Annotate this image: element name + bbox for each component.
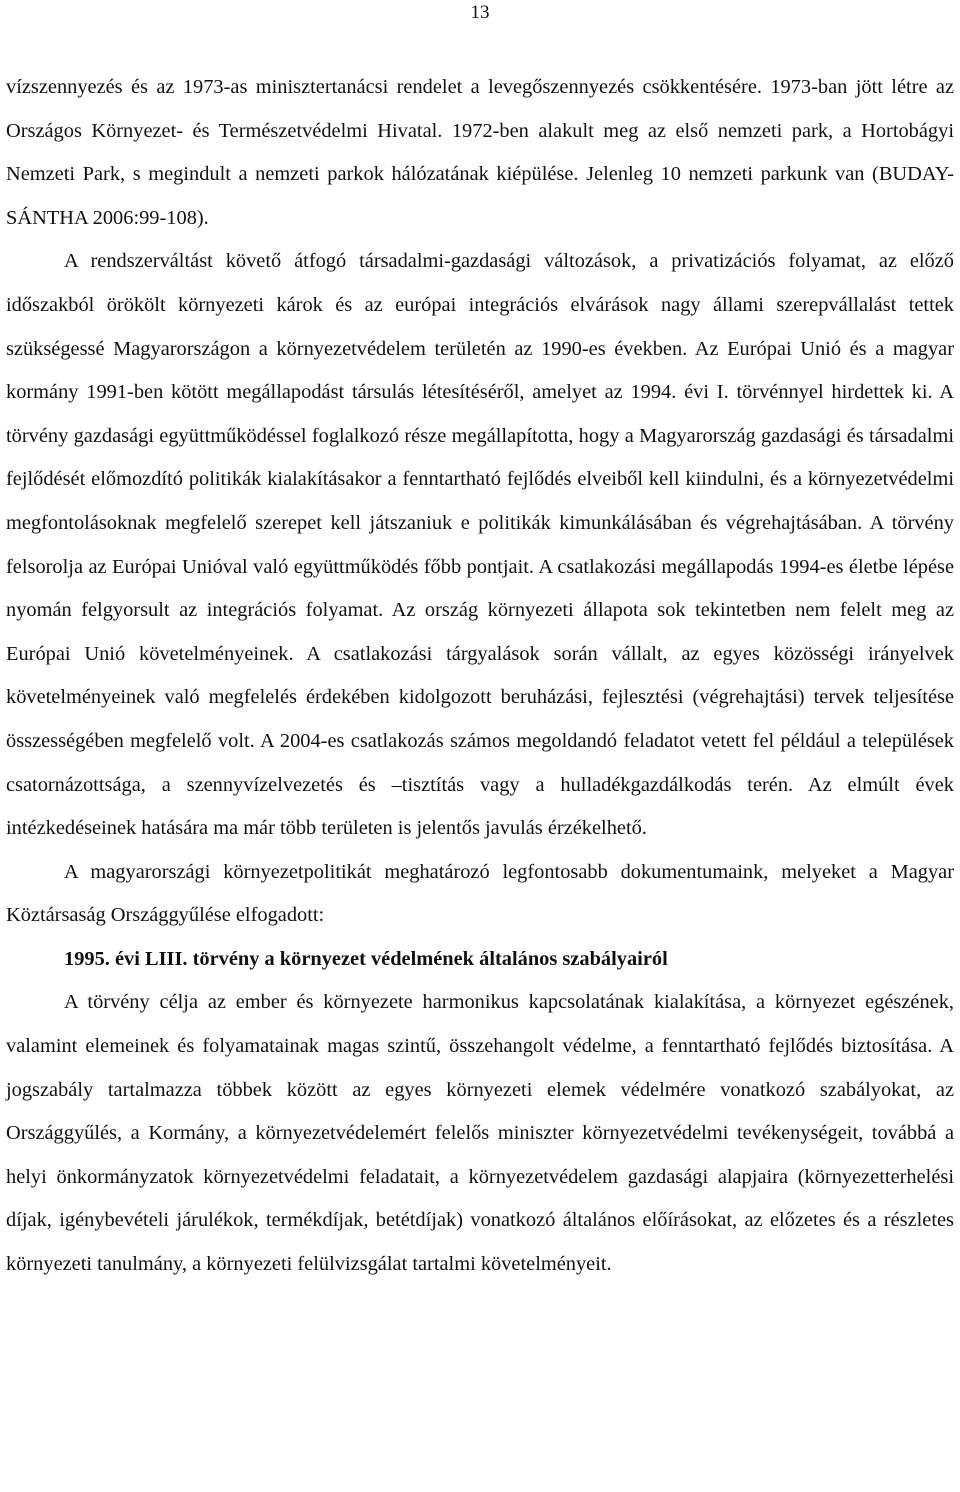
paragraph-law-purpose: A törvény célja az ember és környezete harmonikus kapcsolatának kialakítása, a környezet egészének, valamint elemeinek és folyamatainak magas szintű, összehangolt védelme, a fenntartható fejlődés biztosítása. A jogszabály tartalmazza többek között az egyes környezeti elemek védelmére vonatkozó szabályokat, az Országgyűlés, a Kormány, a környezetvédelemért felelős miniszter környezetvédelmi tevékenységeit, továbbá a helyi önkormányzatok környezetvédelmi feladatait, a környezetvédelem gazdasági alapjaira (környezetterhelési díjak, igénybevételi járulékok, termékdíjak, betétdíjak) vonatkozó általános előírásokat, az előzetes és a részletes környezeti tanulmány, a környezeti felülvizsgálat tartalmi követelményeit. <box>6 991 954 1276</box>
paragraph-environmental-history: vízszennyezés és az 1973-as minisztertanácsi rendelet a levegőszennyezés csökkentésére. 1973-ban jött létre az Országos Környezet- és Természetvédelmi Hivatal. 1972-ben alakult meg az első nemzeti park, a Hortobágyi Nemzeti Park, s megindult a nemzeti parkok hálózatának kiépülése. Jelenleg 10 nemzeti parkunk van (BUDAY-SÁNTHA 2006:99-108). <box>6 76 954 229</box>
body-text <box>6 66 954 1287</box>
law-heading: 1995. évi LIII. törvény a környezet védelmének általános szabályairól <box>64 947 668 970</box>
page-number: 13 <box>470 2 490 23</box>
paragraph-policy-documents: A magyarországi környezetpolitikát meghatározó legfontosabb dokumentumaink, melyeket a Magyar Köztársaság Országgyűlése elfogadott: <box>6 860 954 927</box>
paragraph-regime-change: A rendszerváltást követő átfogó társadalmi-gazdasági változások, a privatizációs folyamat, az előző időszakból örökölt környezeti károk és az európai integrációs elvárások nagy állami szerepvállalást tettek szükségessé Magyarországon a környezetvédelem területén az 1990-es években. Az Európai Unió és a magyar kormány 1991-ben kötött megállapodást társulás létesítéséről, amelyet az 1994. évi I. törvénnyel hirdettek ki. A törvény gazdasági együttműködéssel foglalkozó része megállapította, hogy a Magyarország gazdasági és társadalmi fejlődését előmozdító politikák kialakításakor a fenntartható fejlődés elveiből kell kiindulni, és a környezetvédelmi megfontolásoknak megfelelő szerepet kell játszaniuk e politikák kimunkálásában és végrehajtásában. A törvény felsorolja az Európai Unióval való együttműködés főbb pontjait. A csatlakozási megállapodás 1994-es életbe lépése nyomán felgyorsult az integrációs folyamat. Az ország környezeti állapota sok tekintetben nem felelt meg az Európai Unió követelményeinek. A csatlakozási tárgyalások során vállalt, az egyes közösségi irányelvek követelményeinek való megfelelés érdekében kidolgozott beruházási, fejlesztési (végrehajtási) tervek teljesítése összességében megfelelő volt. A 2004-es csatlakozás számos megoldandó feladatot vetett fel például a települések csatornázottsága, a szennyvízelvezetés és –tisztítás vagy a hulladékgazdálkodás terén. Az elmúlt évek intézkedéseinek hatására ma már több területen is jelentős javulás érzékelhető. <box>6 250 954 840</box>
